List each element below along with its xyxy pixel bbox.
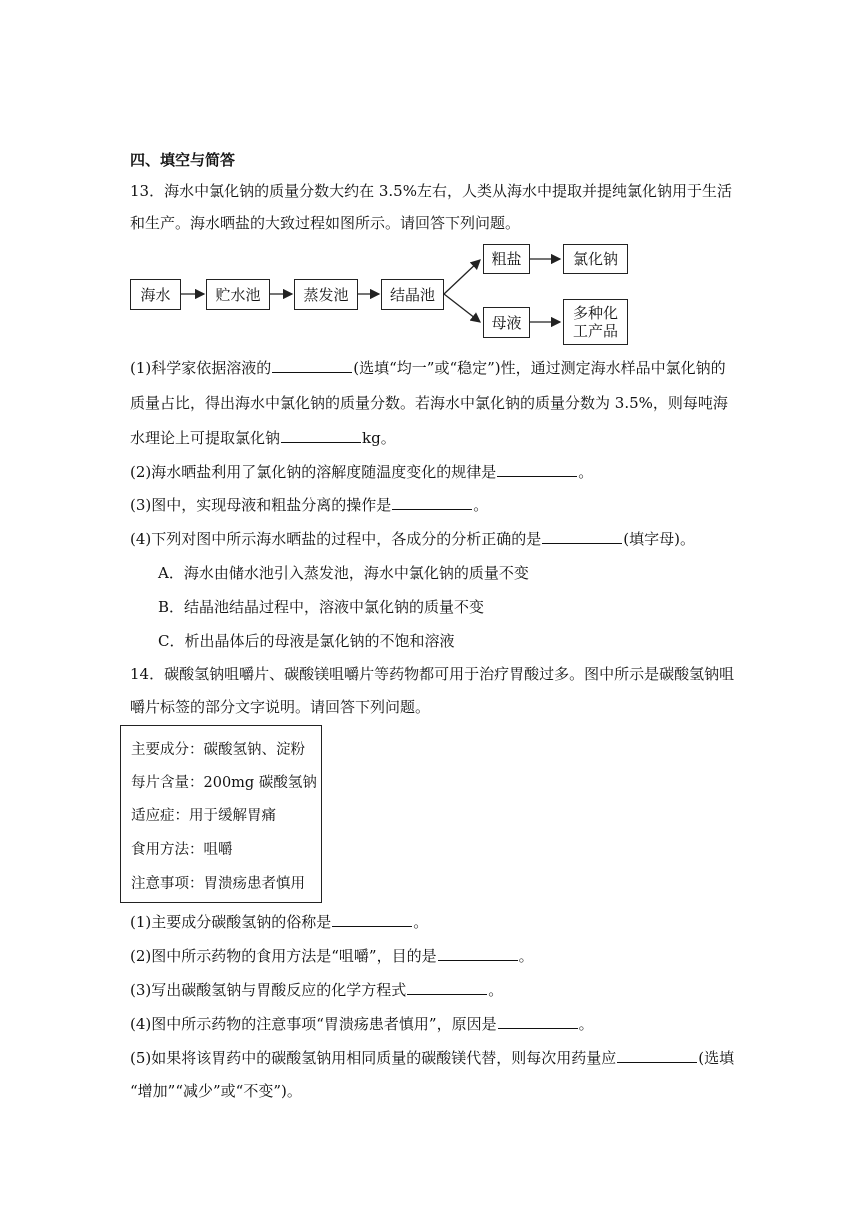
flow-box-seawater: 海水 bbox=[130, 279, 181, 310]
q14-part5-line2: “增加”“减少”或“不变”)。 bbox=[130, 1082, 302, 1100]
q13-part1-line1 bbox=[130, 358, 726, 378]
q13-p2-text-a: (2)海水晒盐利用了氯化钠的溶解度随温度变化的规律是 bbox=[130, 463, 497, 481]
q13-p4-text-a: (4)下列对图中所示海水晒盐的过程中，各成分的分析正确的是 bbox=[130, 530, 542, 548]
q13-p4-text-b: (填字母)。 bbox=[623, 530, 695, 548]
q13-part1-line2: 质量占比，得出海水中氯化钠的质量分数。若海水中氯化钠的质量分数为 3.5%，则每吨海 bbox=[130, 394, 728, 412]
q14-p2-text-b: 。 bbox=[518, 947, 534, 965]
q14-p1-blank[interactable] bbox=[332, 912, 412, 927]
label-main-ingredients: 主要成分：碳酸氢钠、淀粉 bbox=[131, 742, 305, 758]
q14-p1-text-a: (1)主要成分碳酸氢钠的俗称是 bbox=[130, 913, 332, 931]
arrow-crystallization-motherliquor bbox=[444, 294, 480, 322]
q13-p4-blank[interactable] bbox=[542, 529, 622, 544]
q14-p4-blank[interactable] bbox=[498, 1014, 578, 1029]
q14-p4-text-a: (4)图中所示药物的注意事项“胃溃疡患者慎用”，原因是 bbox=[130, 1015, 497, 1033]
q14-p2-blank[interactable] bbox=[438, 946, 518, 961]
q13-part3 bbox=[130, 495, 488, 515]
q13-option-b: B．结晶池结晶过程中，溶液中氯化钠的质量不变 bbox=[158, 598, 485, 616]
label-content-per-tablet: 每片含量：200mg 碳酸氢钠 bbox=[131, 775, 317, 791]
arrow-crystallization-crudesalt bbox=[444, 260, 480, 294]
q13-p1-text-a: (1)科学家依据溶液的 bbox=[130, 359, 272, 377]
flow-box-evaporation: 蒸发池 bbox=[294, 279, 358, 310]
q14-part2 bbox=[130, 946, 534, 966]
q14-p5-text-b: (选填 bbox=[698, 1049, 735, 1067]
products-line1: 多种化 bbox=[572, 304, 618, 322]
q13-part4 bbox=[130, 529, 695, 549]
q13-p2-blank[interactable] bbox=[497, 462, 577, 477]
q14-p5-blank[interactable] bbox=[617, 1048, 697, 1063]
q13-p1-text-b: (选填“均一”或“稳定”)性，通过测定海水样品中氯化钠的 bbox=[353, 359, 726, 377]
label-indications: 适应症：用于缓解胃痛 bbox=[131, 808, 276, 824]
q14-part5-line1 bbox=[130, 1048, 734, 1068]
flow-box-chemical-products bbox=[563, 299, 628, 345]
q14-p1-text-b: 。 bbox=[413, 913, 429, 931]
flow-box-crude-salt: 粗盐 bbox=[483, 244, 530, 274]
q14-part4 bbox=[130, 1014, 594, 1034]
q13-p2-text-b: 。 bbox=[578, 463, 594, 481]
q14-part1 bbox=[130, 912, 428, 932]
q13-intro-line2: 和生产。海水晒盐的大致过程如图所示。请回答下列问题。 bbox=[130, 214, 521, 232]
sea-salt-flow-diagram bbox=[128, 242, 638, 348]
q14-intro-line1: 14．碳酸氢钠咀嚼片、碳酸镁咀嚼片等药物都可用于治疗胃酸过多。图中所示是碳酸氢钠咀 bbox=[130, 665, 735, 683]
section-title: 四、填空与简答 bbox=[130, 151, 236, 169]
q13-option-a: A．海水由储水池引入蒸发池，海水中氯化钠的质量不变 bbox=[158, 564, 529, 582]
q13-part2 bbox=[130, 462, 593, 482]
q14-part3 bbox=[130, 980, 503, 1000]
label-precautions: 注意事项：胃溃疡患者慎用 bbox=[131, 876, 305, 892]
q14-p2-text-a: (2)图中所示药物的食用方法是“咀嚼”，目的是 bbox=[130, 947, 437, 965]
q14-p3-text-a: (3)写出碳酸氢钠与胃酸反应的化学方程式 bbox=[130, 981, 407, 999]
flow-box-reservoir: 贮水池 bbox=[206, 279, 270, 310]
flow-box-mother-liquor: 母液 bbox=[483, 307, 530, 338]
medicine-label-box bbox=[120, 725, 322, 903]
q13-part1-line3 bbox=[130, 428, 396, 448]
q14-p3-text-b: 。 bbox=[488, 981, 504, 999]
q13-option-c: C．析出晶体后的母液是氯化钠的不饱和溶液 bbox=[158, 632, 455, 650]
q13-p1-blank1[interactable] bbox=[272, 358, 352, 373]
q13-intro-line1: 13．海水中氯化钠的质量分数大约在 3.5%左右，人类从海水中提取并提纯氯化钠用于生活 bbox=[130, 182, 732, 200]
q13-p3-text-b: 。 bbox=[473, 496, 489, 514]
q13-p3-blank[interactable] bbox=[392, 495, 472, 510]
flow-box-nacl: 氯化钠 bbox=[563, 244, 628, 274]
q13-p1-line3-text-a: 水理论上可提取氯化钠 bbox=[130, 429, 281, 447]
q13-p1-blank2[interactable] bbox=[281, 428, 361, 443]
q14-p4-text-b: 。 bbox=[578, 1015, 594, 1033]
q14-p3-blank[interactable] bbox=[407, 980, 487, 995]
label-usage: 食用方法：咀嚼 bbox=[131, 842, 233, 858]
q14-p5-text-a: (5)如果将该胃药中的碳酸氢钠用相同质量的碳酸镁代替，则每次用药量应 bbox=[130, 1049, 617, 1067]
products-line2: 工产品 bbox=[572, 322, 618, 340]
q13-p1-line3-text-b: kg。 bbox=[362, 429, 396, 447]
q13-p3-text-a: (3)图中，实现母液和粗盐分离的操作是 bbox=[130, 496, 392, 514]
flow-box-crystallization: 结晶池 bbox=[381, 279, 444, 310]
q14-intro-line2: 嚼片标签的部分文字说明。请回答下列问题。 bbox=[130, 698, 431, 716]
